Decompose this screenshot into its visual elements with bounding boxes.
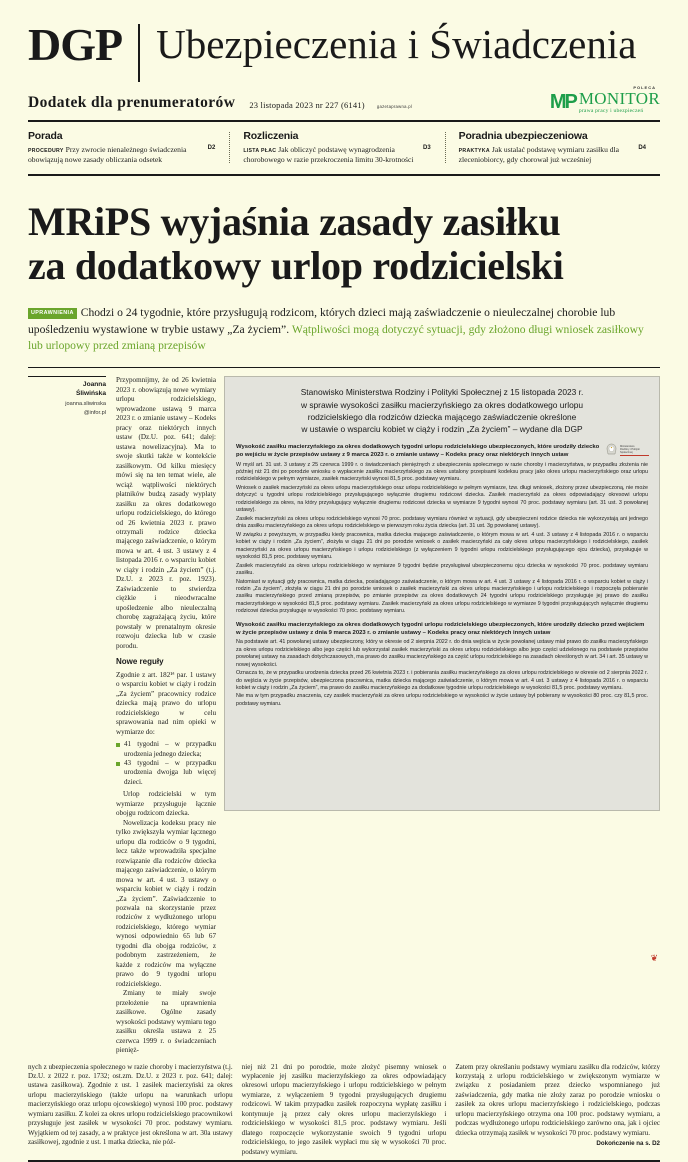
issue-info: 23 listopada 2023 nr 227 (6141) <box>249 100 365 110</box>
teaser-poradnia[interactable] <box>445 130 660 165</box>
teaser-rule <box>28 174 660 176</box>
article-column <box>116 376 224 1055</box>
main-content <box>28 376 660 1055</box>
infobox-header-line: w sprawie wysokości zasiłku macierzyńskiego za okres dodatkowego urlopu <box>300 399 584 410</box>
infobox-header-line: rodzicielskiego dla rodziców dziecka mającego zaświadczenie określone <box>307 411 577 422</box>
article-body <box>116 376 216 1055</box>
uprawnienia-tag: UPRAWNIENIA <box>28 308 77 319</box>
monitor-name: MONITOR <box>578 88 660 108</box>
teaser-body <box>28 145 215 165</box>
monitor-promo <box>550 85 660 114</box>
bottom-column-2 <box>242 1063 447 1158</box>
teaser-title: Porada <box>28 130 63 142</box>
article-paragraph: Zatem przy określaniu podstawy wymiaru zasiłku dla rodziców, którzy korzystają z urlopu rodzicielskiego w zwiększonym wymiarze w związku z posiadaniem przez dziecko wspomnianego już zaświadczenia, gdy matka nie złoży zaraz po porodzie wniosku o zasiłek za okres urlopu macierzyńskiego i rodzicielskiego, podczas urlopu macierzyńskiego otrzyma ona 100 proc. podstawy wymiaru, a podczas wydłużonego urlopu rodzicielskiego zarówno ona, jak i ojciec dziecka otrzymają zasiłek w wysokości 70 proc. podstawy wymiaru. <box>455 1062 661 1137</box>
headline-line-1: MRiPS wyjaśnia zasady zasiłku <box>28 198 561 244</box>
infobox-header-line: w ustawie o wsparciu kobiet w ciąży i rodzin „Za życiem” – wydane dla DGP <box>301 424 583 435</box>
article-paragraph: niej niż 21 dni po porodzie, może złożyć pisemny wniosek o wypłacenie jej zasiłku macierzyńskiego za okres odpowiadający okresowi urlopu macierzyńskiego i urlopu rodzicielskiego w pełnym wymiarze, z wyłączeniem 9 tygodni przysługujących drugiemu rodzicowi. W takim przypadku zasiłek rozpoczyna wypłatę zasiłku i kontynuuje ją przez cały okres urlopu macierzyńskiego i rodzicielskiego w wysokości 81,5 proc. podstawy wymiaru. Jeśli dlatego rozpoczęcie wykorzystanie swoich 9 tygodni urlopu rodzicielskiego, to jego zasiłek wypłaci mu się w wysokości 70 proc. podstawy wymiaru. <box>241 1062 447 1156</box>
continuation-note: Dokończenie na s. D2 <box>596 1140 661 1148</box>
masthead <box>28 0 660 68</box>
infobox-header <box>236 386 648 435</box>
infobox-paragraph: Zasiłek macierzyński za okres urlopu rodzicielskiego wynosi 70 proc. podstawy wymiaru również w sytuacji, gdy ubezpieczeni rodzice dziecka nie wykorzystają ani jednego dnia zasiłku macierzyńskiego za okres urlopu rodzicielskiego w pierwszym roku życia dziecka (art. 31 ust. 3g powołanej ustawy). <box>236 515 648 530</box>
site-url: gazetaprawna.pl <box>376 104 413 109</box>
bottom-column-3 <box>455 1063 660 1158</box>
bottom-column-1 <box>28 1063 233 1158</box>
infobox-paragraph: W związku z powyższym, w przypadku kiedy pracownica, matka dziecka mającego zaświadczenie, o którym mowa w art. 4 ust. 3 ustawy z 4 listopada 2016 r. o wsparciu kobiet w ciąży i rodzin „Za życiem”, złożyła w ciągu 21 dni po porodzie wniosek o zasiłek macierzyński za cały okres urlopu macierzyńskiego i rodzicielskiego, zasiłek macierzyński za okres urlopu macierzyńskiego i urlopu rodzicielskiego (z wyłączeniem 9 tygodni urlopu rodzicielskiego przysługującego ojcu dziecka), przysługuje w wysokości 81,5 proc. podstawy wymiaru. <box>236 531 648 561</box>
infobox-paragraph: Na podstawie art. 41 powołanej ustawy ubezpieczony, który w okresie od 2 sierpnia 2022 r. do dnia wejścia w życie powołanej ustawy miał prawo do zasiłku macierzyńskiego za okres urlopu rodzicielskiego albo jego części lub wykorzystał zasiłek macierzyński za okres urlopu rodzicielskiego albo jego części udzielonego na podstawie przepisów powołanej ustawy na zasadach dotychczasowych, ma prawo do zasiłku macierzyńskiego za część urlopu rodzicielskiego na zasadach określonych w art. 34 i art. 35 ustawy w nowej wysokości. <box>236 639 648 668</box>
article-bullet-list <box>116 740 216 787</box>
infobox-paragraph: Zasiłek macierzyński za okres urlopu rodzicielskiego w wymiarze 9 tygodni będzie przysługiwał ubezpieczonemu ojcu dziecka w wysokości 70 proc. podstawy wymiaru zasiłku. <box>236 562 648 577</box>
lead-rule <box>28 367 660 368</box>
teaser-bar <box>28 122 660 174</box>
list-item: 41 tygodni – w przypadku urodzenia jednego dziecka; <box>116 740 216 759</box>
teaser-text: Przy zwrocie nienależnego świadczenia obowiązują nowe zasady obliczania odsetek <box>28 145 187 165</box>
infobox-header-line: Stanowisko Ministerstwa Rodziny i Polityki Społecznej z 15 listopada 2023 r. <box>300 387 584 398</box>
teaser-page-mark: D2 <box>207 145 216 151</box>
infobox-section1-heading: Wysokość zasiłku macierzyńskiego za okres dodatkowych tygodni urlopu rodzicielskiego ubezpieczonych, które urodziły dziecko po wejściu w życie przepisów ustawy z 9 marca 2023 r. o zmianie ustawy – Kodeks pracy oraz niektórych innych ustaw <box>236 444 600 459</box>
article-paragraph: nych z ubezpieczenia społecznego w razie choroby i macierzyństwa (t.j. Dz.U. z 2022 r. poz. 1732; ost.zm. Dz.U. z 2023 r. poz. 641; dalej: ustawa zasiłkowa). Zgodnie z ust. 1 zasiłek macierzyński za okres urlopu macierzyńskiego (także urlopu na warunkach urlopu macierzyńskiego oraz urlopu ojcowskiego) wynosi 100 proc. podstawy wymiaru zasiłku. Z kolei za okres urlopu rodzicielskiego pracownikowi przysługuje jest zasiłek w wysokości 70 proc. podstawy wymiaru. Wyjątkiem od tej zasady, a w praktyce jest określona w art. 30a ustawy zasiłkowej, zgodnie z ust. 1 matka dziecka, nie póź- <box>28 1062 233 1147</box>
teaser-kicker: LISTA PŁAC <box>243 148 277 154</box>
bottom-columns <box>28 1063 660 1158</box>
decorative-swirl-icon: ❦ <box>650 953 658 963</box>
lead-paragraph <box>28 305 660 354</box>
emblem-text-line1: Ministerstwo <box>620 444 635 448</box>
emblem-text-line2: Rodziny i Polityki Społecznej <box>620 447 640 455</box>
infobox-paragraph: Nie ma w tym przypadku znaczenia, czy zasiłek macierzyński za okres urlopu rodzicielskiego w wysokości w życie ustawy był pobierany w wysokości 80 proc. czy 81,5 proc. podstawy wymiaru. <box>236 693 648 707</box>
author-email-line2[interactable]: @infor.pl <box>83 409 106 416</box>
ministry-emblem <box>605 443 649 457</box>
poleca-label: POLECA <box>633 84 656 90</box>
teaser-text: Jak ustalać podstawę wymiaru zasiłku dla zleceniobiorcy, gdy chorował już wcześniej <box>458 145 620 165</box>
teaser-title: Poradnia ubezpieczeniowa <box>458 130 588 142</box>
headline-line-2: za dodatkowy urlop rodzicielski <box>28 243 564 289</box>
lead-black-text: Chodzi o 24 tygodnie, które przysługują rodzicom, których dzieci mają zaświadczenie o nieuleczalnej chorobie lub upośledzeniu wystawione w trybie ustawy „Za życiem”. <box>28 306 616 336</box>
teaser-body <box>459 145 646 165</box>
teaser-page-mark: D4 <box>638 145 646 151</box>
ministry-statement-box <box>224 376 660 811</box>
article-paragraph: Przypomnijmy, że od 26 kwietnia 2023 r. obowiązują nowe wymiary urlopu rodzicielskiego, wprowadzone ustawą 9 marca 2023 r. o zmianie ustawy – Kodeks pracy oraz niektórych innych ustaw (Dz.U. poz. 641; dalej: ustawa nowelizacyjna). Ma to swoje skutki także w kontekście zasiłkowym. Od kilku miesięcy mówi się na ten temat wiele, ale wciąż wątpliwości niektórych płatników budzą zasady wypłaty zasiłku za okres dodatkowego urlopu rodzicielskiego, do którego od 26 kwietnia 2023 r. prawo otrzymali rodzice dziecka mającego zaświadczenie, o którym mowa w art. 4 ust. 3 ustawy z 4 listopada 2016 r. o wsparciu kobiet w ciąży i rodzin „Za życiem” (t.j. Dz.U. z 2023 r. poz. 1923). Zaświadczenie to stwierdza ciężkie i nieodwracalne upośledzenie albo nieuleczalną chorobę zagrażającą życiu, które powstały w prenatalnym okresie rozwoju dziecka lub w czasie porodu. <box>116 376 216 650</box>
article-paragraph: Zgodnie z art. 182¹ª par. 1 ustawy o wsparciu kobiet w ciąży i rodzin „Za życiem” pracownicy rodzice dziecka mają prawo do urlopu rodzicielskiego w celu sprawowania nad nim opieki w wymiarze do: <box>116 670 216 736</box>
article-paragraph: Nowelizacja kodeksu pracy nie tylko zwiększyła wymiar łącznego urlopu dla rodziców o 9 tygodni, lecz także wprowadziła specjalne rozwiązanie dla rodziców dziecka mającego zaświadczenie, o którym mowa w art. 4 ust. 3 ustawy o wsparciu kobiet w ciąży i rodzin „Za życiem”. Zaświadczenie to pozwala na skorzystanie przez rodziców z wydłużonego urlopu rodzicielskiego, którego wymiar wynosi odpowiednio 65 lub 67 tygodni dla obojga rodziców, z podobnym zastrzeżeniem, że każde z rodziców ma wyłączne prawo do 9 tygodni urlopu rodzicielskiego. <box>116 818 216 988</box>
teaser-kicker: PROCEDURY <box>28 148 64 154</box>
list-item: 43 tygodni – w przypadku urodzenia dwojga lub więcej dzieci. <box>116 759 216 787</box>
article-paragraph: Urlop rodzicielski w tym wymiarze przysługuje łącznie obojgu rodzicom dziecka. <box>116 790 216 818</box>
teaser-kicker: PRAKTYKA <box>458 148 490 154</box>
article-paragraph: Zmiany te miały swoje przełożenie na uprawnienia zasiłkowe. Ogólne zasady wysokości podstawy wymiaru tego zasiłku określa ustawa z 25 czerwca 1999 r. o świadczeniach pienięż- <box>116 989 216 1055</box>
section-title: Ubezpieczenia i Świadczenia <box>156 21 637 67</box>
polish-eagle-icon <box>605 443 618 457</box>
infobox-paragraph: Wniosek o zasiłek macierzyński za okres urlopu macierzyńskiego oraz urlopu rodzicielskiego w pełnym wymiarze, tzw. długi wniosek, złożony przez ubezpieczoną, nie może dotyczyć u tygodni urlopu rodzicielskiego przysługującego wyłącznie drugiemu rodzicowi dziecka. Zasiłek macierzyński za okres odpowiadający okresowi urlopu rodzicielskiego za okres, na który przysługujący wyłącznie drugiemu rodzicowi dziecka w wymiarze 9 tygodni wynosi 70 proc. podstawy wymiaru (art. 31 ust. 3 powołanej ustawy). <box>236 484 648 514</box>
infobox-section2-heading: Wysokość zasiłku macierzyńskiego za okres dodatkowych tygodni urlopu rodzicielskiego ubezpieczonych, które urodziły dziecko przed wejściem w życie przepisów ustawy z dnia 9 marca 2023 r. o zmianie ustawy – Kodeks pracy oraz niektórych innych ustaw <box>236 621 645 637</box>
article-subheading: Nowe reguły <box>116 657 164 667</box>
infobox-paragraph: Natomiast w sytuacji gdy pracownica, matka dziecka, posiadającego zaświadczenie, o którym mowa w art. 4 ust. 3 ustawy z 4 listopada 2016 r. o wsparciu kobiet w ciąży i rodzin „Za życiem”, złożyła w ciągu 21 dni po porodzie wniosek o zasiłek macierzyński za okres urlopu macierzyńskiego i urlopu rodzicielskiego i rozpoczęła pobieranie zasiłku macierzyńskiego przed zmianą przepisów, po zmianie przepisów za okres dodatkowych 24 tygodni urlopu rodzicielskiego przysługuje jej prawo do zasiłku macierzyńskiego w wysokości 81,5 proc. podstawy wymiaru. Zasiłek macierzyński za okres urlopu rodzicielskiego w wymiarze 9 tygodni przysługujących wyłącznie drugiemu rodzicowi dziecka przysługuje w wysokości 70 proc. podstawy wymiaru. <box>236 578 648 615</box>
brand-logo: DGP <box>28 19 123 70</box>
monitor-subtitle: prawa pracy i ubezpieczeń <box>578 108 644 114</box>
teaser-rozliczenia[interactable] <box>229 130 444 165</box>
lead-green-text: Wątpliwości mogą dotyczyć sytuacji, gdy złożono długi wniosek zasiłkowy lub urlopowy przed zmianą przepisów <box>28 322 644 353</box>
monitor-logo <box>549 88 660 114</box>
footer-rule <box>28 1160 660 1162</box>
infobox-column <box>224 376 660 1055</box>
author-name-line1: Joanna <box>82 381 106 389</box>
emblem-rule <box>620 455 649 456</box>
teaser-text: Jak obliczyć podstawę wynagrodzenia chorobowego w razie przekroczenia limitu 30-krotności <box>243 145 414 165</box>
masthead-subrow <box>28 82 660 112</box>
byline-rule <box>28 376 106 377</box>
page-title <box>28 200 660 290</box>
teaser-body <box>243 145 430 165</box>
supplement-label: Dodatek dla prenumeratorów <box>28 94 236 111</box>
byline-column <box>28 376 116 1055</box>
teaser-page-mark: D3 <box>422 145 431 151</box>
teaser-porada[interactable] <box>28 130 229 165</box>
infobox-paragraph: W myśl art. 31 ust. 3 ustawy z 25 czerwca 1999 r. o świadczeniach pieniężnych z ubezpieczenia społecznego w razie choroby i macierzyństwa, w przypadku złożenia nie później niż 21 dni po porodzie wniosku o wypłacenie zasiłku macierzyńskiego za okres ustalony przepisami kodeksu pracy jako okres urlopu macierzyńskiego oraz urlopu rodzicielskiego w pełnym wymiarze, zasiłek macierzyński wynosi 81,5 proc. podstawy wymiaru. <box>236 461 648 483</box>
infobox-paragraph: Oznacza to, że w przypadku urodzenia dziecka przed 26 kwietnia 2023 r. i pobierania zasiłku macierzyńskiego za okres urlopu rodzicielskiego w okresie od 2 sierpnia 2022 r. do wejścia w życie przepisów, ubezpieczona pracownica, matka dziecka mającego zaświadczenie, o którym mowa w art. 4 ust. 3 ustawy z 4 listopada 2016 r. o wsparciu kobiet w ciąży i rodzin „Za życiem”, ma prawo do zasiłku macierzyńskiego za dodatkowe tygodnie urlopu rodzicielskiego w wysokości 81,5 proc. podstawy wymiaru. <box>236 670 648 691</box>
mp-mark-icon: MP <box>549 91 576 114</box>
author-email-line1[interactable]: joanna.sliwinska <box>65 400 106 407</box>
teaser-title: Rozliczenia <box>243 130 299 142</box>
author-name-line2: Śliwińska <box>75 390 106 398</box>
